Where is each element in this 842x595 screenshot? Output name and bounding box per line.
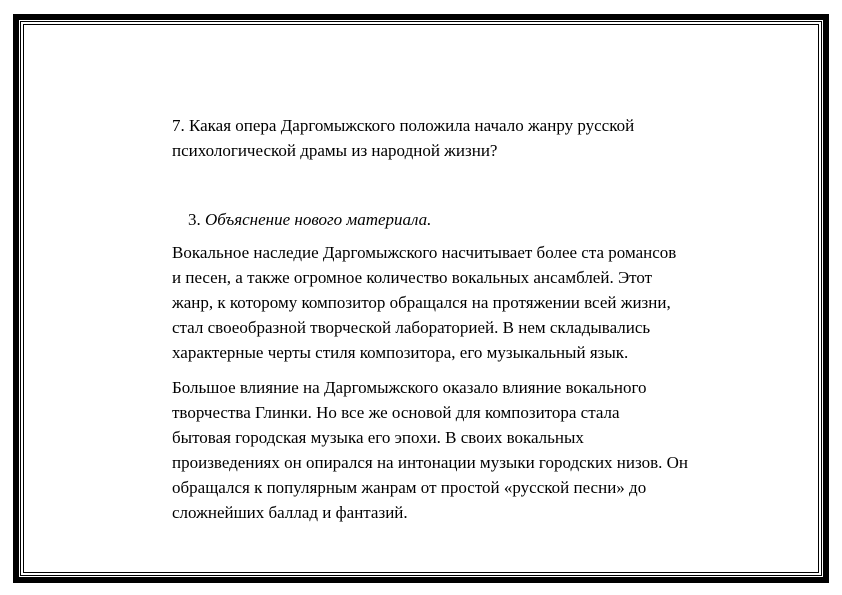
- paragraph-line: бытовая городская музыка его эпохи. В своих вокальных: [172, 428, 584, 447]
- paragraph-line: жанр, к которому композитор обращался на протяжении всей жизни,: [172, 293, 671, 312]
- section-heading: [188, 207, 732, 232]
- paragraph-line: стал своеобразной творческой лабораторией. В нем складывались: [172, 318, 651, 337]
- paragraph-line: Большое влияние на Даргомыжского оказало влияние вокального: [172, 378, 647, 397]
- paragraph-line: творчества Глинки. Но все же основой для композитора стала: [172, 403, 620, 422]
- paragraph-line: Вокальное наследие Даргомыжского насчитывает более ста романсов: [172, 243, 677, 262]
- document-content: [172, 113, 732, 525]
- paragraph-glinka-influence: [172, 375, 732, 525]
- paragraph-line: сложнейших баллад и фантазий.: [172, 503, 408, 522]
- question-line: 7. Какая опера Даргомыжского положила начало жанру русской: [172, 116, 635, 135]
- section-number: 3.: [188, 210, 201, 229]
- question-line: психологической драмы из народной жизни?: [172, 141, 498, 160]
- question-seven: [172, 113, 732, 163]
- paragraph-vocal-heritage: [172, 240, 732, 365]
- paragraph-line: произведениях он опирался на интонации музыки городских низов. Он: [172, 453, 689, 472]
- paragraph-line: обращался к популярным жанрам от простой «русской песни» до: [172, 478, 647, 497]
- paragraph-line: и песен, а также огромное количество вокальных ансамблей. Этот: [172, 268, 653, 287]
- paragraph-line: характерные черты стиля композитора, его музыкальный язык.: [172, 343, 629, 362]
- section-title: Объяснение нового материала.: [205, 210, 432, 229]
